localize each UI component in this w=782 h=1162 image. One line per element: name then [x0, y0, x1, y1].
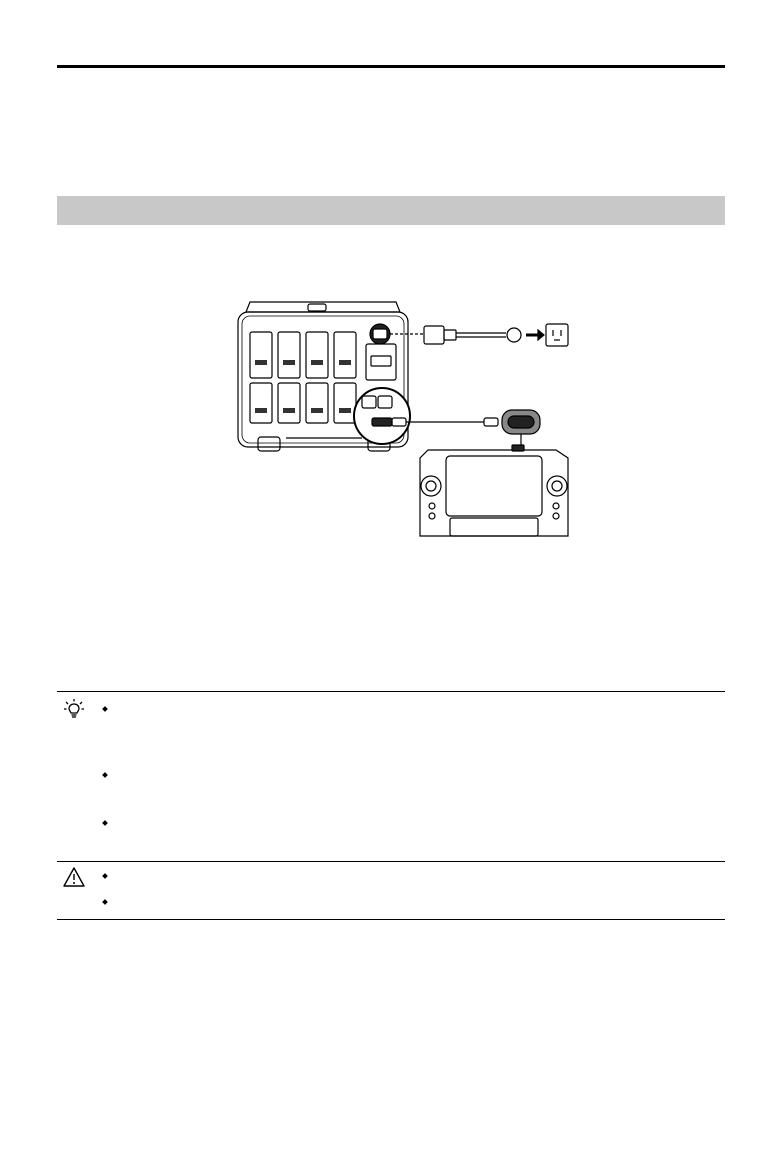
ac-power-cable-icon	[424, 326, 521, 344]
tip-bullet-1	[102, 706, 108, 712]
top-rule	[57, 65, 725, 68]
charging-diagram	[228, 300, 580, 544]
lightbulb-icon	[63, 698, 85, 720]
warnings-top-rule	[57, 861, 725, 862]
tip-bullet-3	[102, 820, 108, 826]
warnings-bottom-rule	[57, 919, 725, 920]
warning-bullet-2	[102, 899, 108, 905]
warning-bullet-1	[102, 873, 108, 879]
section-heading-bar	[57, 196, 725, 225]
tips-top-rule	[57, 691, 725, 692]
tip-bullet-2	[102, 772, 108, 778]
remote-controller-icon	[420, 445, 568, 536]
warning-triangle-icon	[63, 866, 85, 888]
power-outlet-icon	[546, 324, 568, 346]
